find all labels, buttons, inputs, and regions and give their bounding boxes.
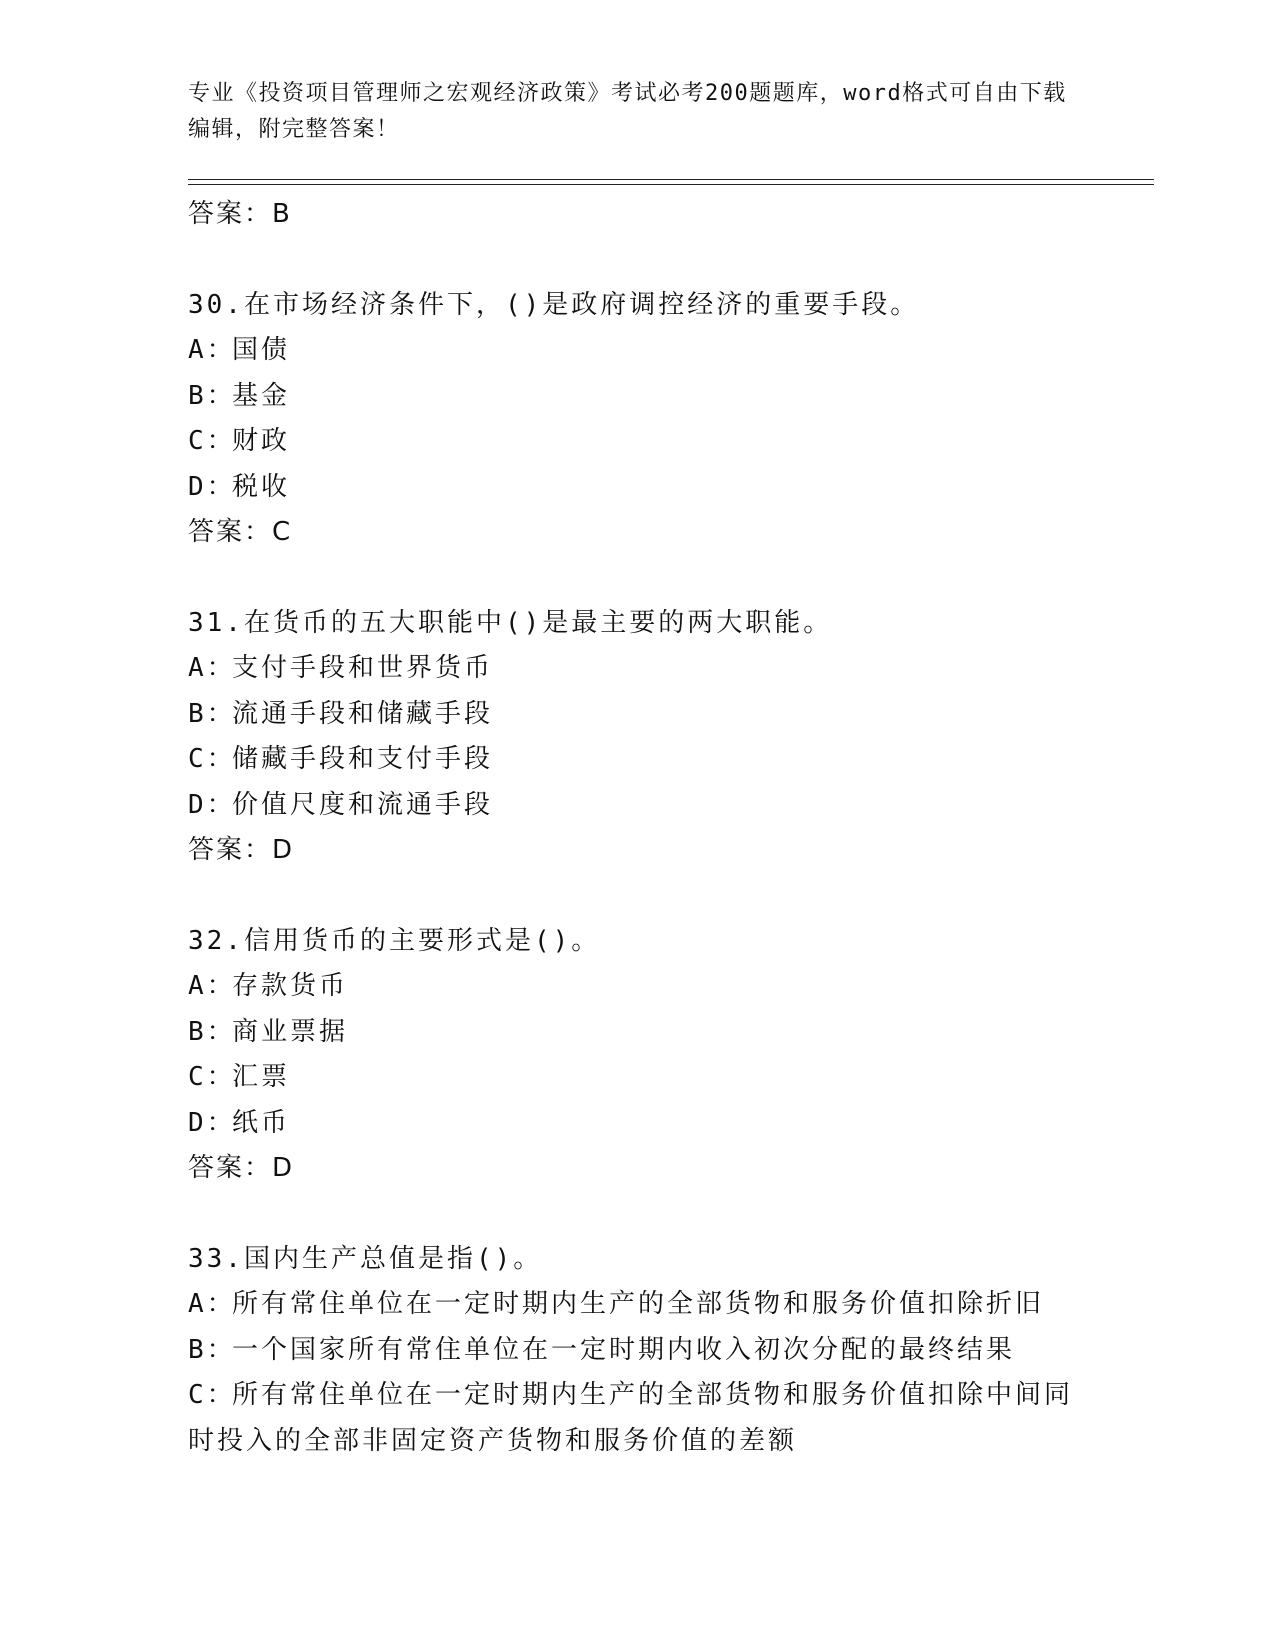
header-rule-bottom xyxy=(188,184,1154,185)
answer-line: 答案：D xyxy=(188,1153,295,1183)
option-d xyxy=(188,1101,1088,1147)
answer-line: 答案：C xyxy=(188,517,293,547)
option-label: B： xyxy=(188,380,236,411)
option-label: C： xyxy=(188,744,236,774)
option-text: 基金 xyxy=(232,380,291,411)
option-label: C： xyxy=(188,426,236,456)
option-c xyxy=(188,1055,1088,1101)
option-b xyxy=(188,374,1088,420)
option-label: B： xyxy=(188,1016,236,1047)
option-c xyxy=(188,737,1088,783)
option-a xyxy=(188,646,1088,692)
option-text: 价值尺度和流通手段 xyxy=(232,789,494,820)
option-d xyxy=(188,783,1088,829)
option-label: B： xyxy=(188,1334,236,1365)
option-label: A： xyxy=(188,1289,236,1319)
option-a xyxy=(188,328,1088,374)
option-b xyxy=(188,692,1088,738)
option-label: B： xyxy=(188,698,236,729)
option-d xyxy=(188,465,1088,511)
option-a xyxy=(188,964,1088,1010)
question-stem: 32.信用货币的主要形式是()。 xyxy=(188,925,601,956)
question-30 xyxy=(188,283,1088,556)
option-text: 所有常住单位在一定时期内生产的全部货物和服务价值扣除折旧 xyxy=(232,1289,1045,1319)
option-label: C： xyxy=(188,1380,236,1410)
question-33 xyxy=(188,1237,1088,1465)
answer-line: 答案：D xyxy=(188,835,295,865)
question-stem: 31.在货币的五大职能中()是最主要的两大职能。 xyxy=(188,607,833,638)
option-label: D： xyxy=(188,471,236,502)
option-a xyxy=(188,1282,1088,1328)
header-rule-top xyxy=(188,179,1154,180)
question-31 xyxy=(188,601,1088,874)
option-text: 支付手段和世界货币 xyxy=(232,653,494,683)
option-b xyxy=(188,1328,1088,1374)
option-text: 汇票 xyxy=(232,1062,291,1092)
option-text: 一个国家所有常住单位在一定时期内收入初次分配的最终结果 xyxy=(232,1334,1016,1365)
option-text: 税收 xyxy=(232,471,291,502)
option-text: 国债 xyxy=(232,335,291,365)
option-label: A： xyxy=(188,971,236,1001)
option-text: 财政 xyxy=(232,426,291,456)
question-stem: 30.在市场经济条件下，()是政府调控经济的重要手段。 xyxy=(188,289,920,320)
option-text: 存款货币 xyxy=(232,971,349,1001)
option-text: 商业票据 xyxy=(232,1016,349,1047)
question-stem: 33.国内生产总值是指()。 xyxy=(188,1243,543,1274)
option-text: 储藏手段和支付手段 xyxy=(232,744,494,774)
option-b xyxy=(188,1010,1088,1056)
option-c xyxy=(188,419,1088,465)
document-header: 专业《投资项目管理师之宏观经济政策》考试必考200题题库，word格式可自由下载编辑，附完整答案！ xyxy=(188,81,1067,142)
option-text: 纸币 xyxy=(232,1107,291,1138)
option-c xyxy=(188,1373,1078,1464)
option-label: D： xyxy=(188,789,236,820)
option-label: C： xyxy=(188,1062,236,1092)
option-text: 所有常住单位在一定时期内生产的全部货物和服务价值扣除中间同时投入的全部非固定资产货物和服务价值的差额 xyxy=(188,1380,1074,1456)
question-32 xyxy=(188,919,1088,1192)
option-label: A： xyxy=(188,335,236,365)
answer-line: 答案：B xyxy=(188,199,292,229)
option-label: A： xyxy=(188,653,236,683)
option-label: D： xyxy=(188,1107,236,1138)
question-list xyxy=(188,192,1088,1464)
option-text: 流通手段和储藏手段 xyxy=(232,698,494,729)
